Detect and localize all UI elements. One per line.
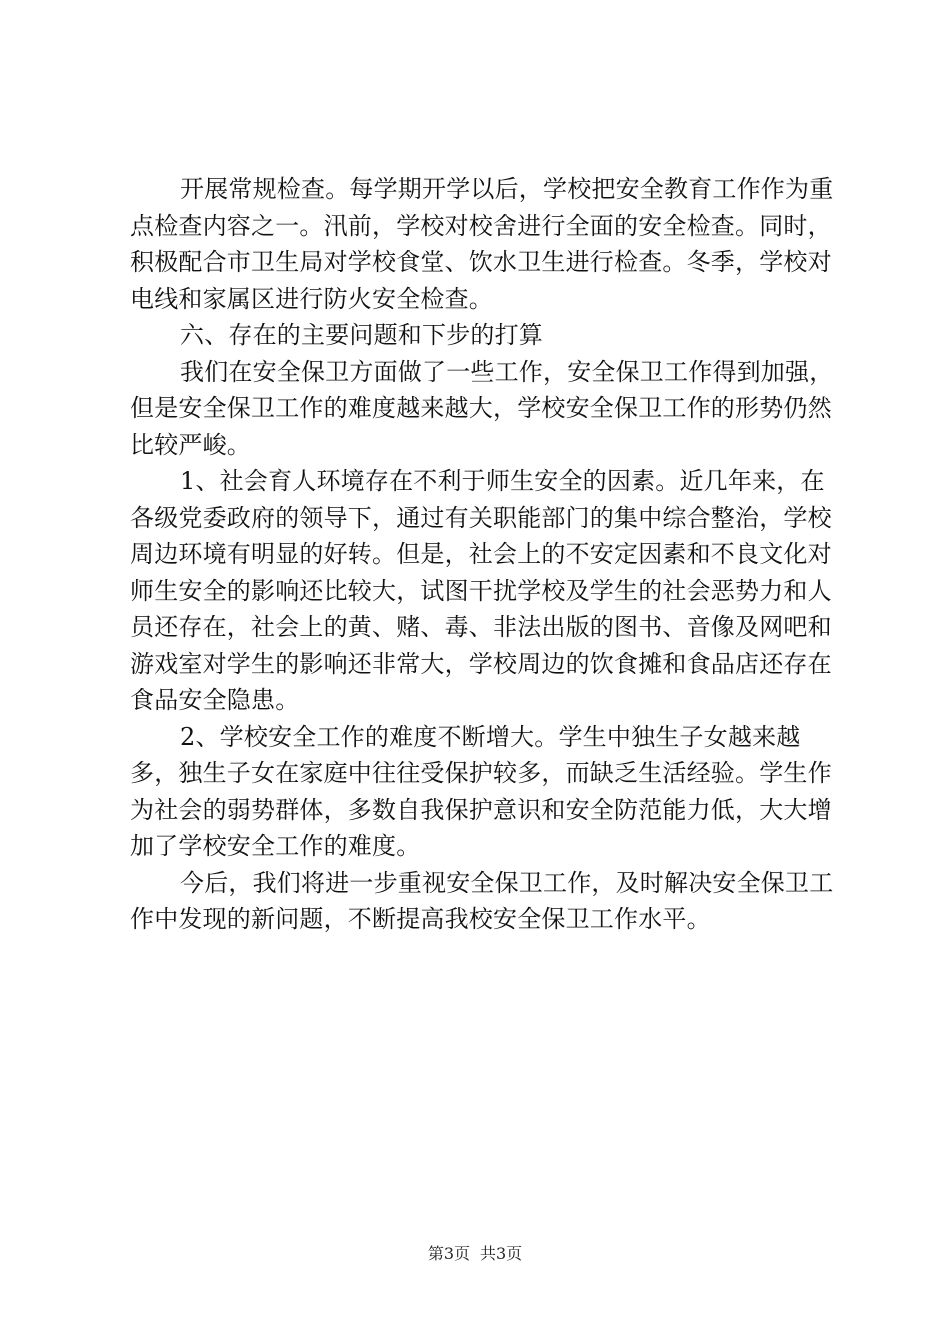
- paragraph-social-environment: 1、社会育人环境存在不利于师生安全的因素。近几年来，在各级党委政府的领导下，通过有关职能部门的集中综合整治，学校周边环境有明显的好转。但是，社会上的不安定因素和不良文化对师生安全的影响还比较大，试图干扰学校及学生的社会恶势力和人员还存在，社会上的黄、赌、毒、非法出版的图书、音像及网吧和游戏室对学生的影响还非常大，学校周边的饮食摊和食品店还存在食品安全隐患。: [130, 467, 832, 714]
- paragraph-routine-inspection: 开展常规检查。每学期开学以后，学校把安全教育工作作为重点检查内容之一。汛前，学校对校舍进行全面的安全检查。同时，积极配合市卫生局对学校食堂、饮水卫生进行检查。冬季，学校对电线和家属区进行防火安全检查。: [130, 175, 834, 313]
- section-heading-problems-and-plans: 六、存在的主要问题和下步的打算: [180, 321, 543, 349]
- total-pages: 共3页: [480, 1244, 523, 1263]
- document-body: [130, 171, 840, 938]
- paragraph-future-plans: 今后，我们将进一步重视安全保卫工作，及时解决安全保卫工作中发现的新问题，不断提高我校安全保卫工作水平。: [130, 868, 834, 933]
- paragraph-safety-difficulty: 2、学校安全工作的难度不断增大。学生中独生子女越来越多，独生子女在家庭中往往受保护较多，而缺乏生活经验。学生作为社会的弱势群体，多数自我保护意识和安全防范能力低，大大增加了学校安全工作的难度。: [130, 722, 832, 860]
- page-number: 第3页: [427, 1244, 470, 1263]
- paragraph-security-summary: 我们在安全保卫方面做了一些工作，安全保卫工作得到加强，但是安全保卫工作的难度越来越大，学校安全保卫工作的形势仍然比较严峻。: [130, 357, 834, 459]
- page-footer: [0, 1243, 950, 1265]
